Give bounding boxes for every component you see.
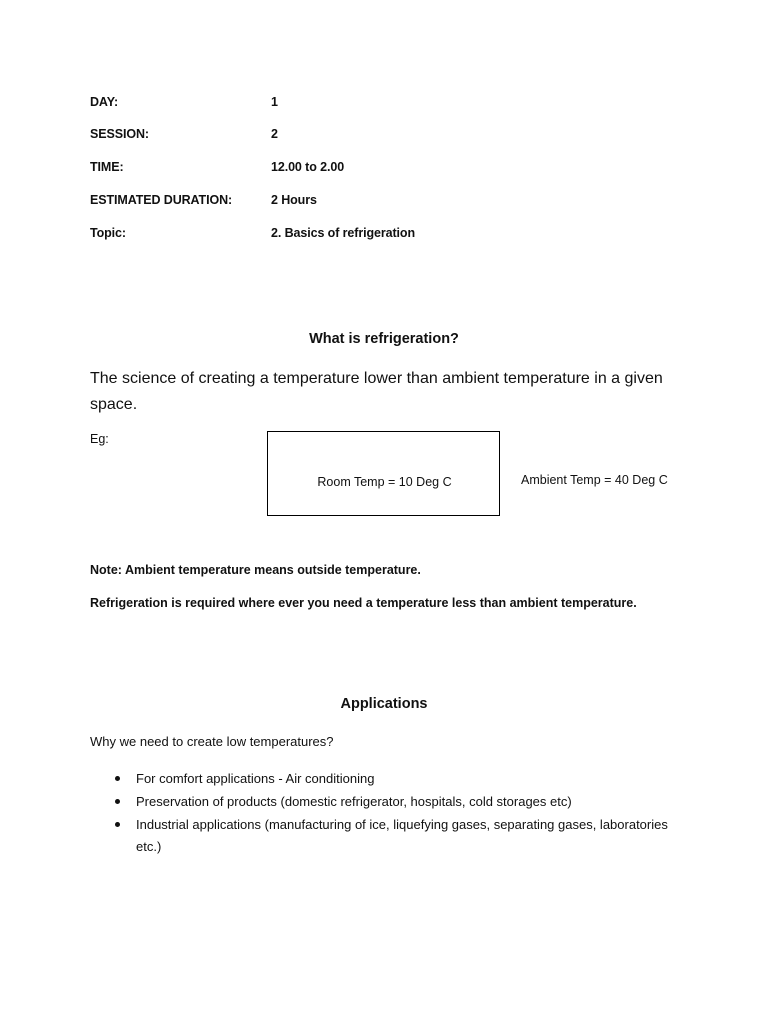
list-item-text: For comfort applications - Air conditioning: [136, 771, 375, 786]
list-item: [112, 791, 672, 813]
bullet-dot-icon: [115, 799, 120, 804]
list-item-text: Industrial applications (manufacturing of ice, liquefying gases, separating gases, laboratories etc.): [136, 817, 668, 854]
topic-label: Topic:: [90, 226, 126, 240]
day-value: 1: [271, 95, 278, 109]
refrigeration-definition: The science of creating a temperature lower than ambient temperature in a given space.: [90, 370, 663, 413]
time-label: TIME:: [90, 160, 124, 174]
example-label: Eg:: [90, 432, 109, 446]
list-item-text: Preservation of products (domestic refrigerator, hospitals, cold storages etc): [136, 794, 572, 809]
refrigeration-heading: What is refrigeration?: [309, 331, 459, 347]
room-temp-label: Room Temp = 10 Deg C: [317, 475, 452, 489]
list-item: [112, 768, 672, 790]
room-diagram-box: [267, 431, 500, 516]
duration-value: 2 Hours: [271, 193, 317, 207]
applications-question: Why we need to create low temperatures?: [90, 734, 334, 749]
ambient-note: Note: Ambient temperature means outside temperature.: [90, 563, 421, 577]
refrigeration-requirement: Refrigeration is required where ever you need a temperature less than ambient temperature.: [90, 596, 637, 610]
time-value: 12.00 to 2.00: [271, 160, 345, 174]
bullet-dot-icon: [115, 776, 120, 781]
topic-value: 2. Basics of refrigeration: [271, 226, 415, 240]
day-label: DAY:: [90, 95, 119, 109]
applications-heading: Applications: [340, 696, 428, 712]
session-value: 2: [271, 127, 278, 141]
duration-label: ESTIMATED DURATION:: [90, 193, 233, 207]
bullet-dot-icon: [115, 822, 120, 827]
ambient-temp-label: Ambient Temp = 40 Deg C: [521, 473, 668, 487]
list-item: [112, 814, 672, 858]
applications-list: [112, 768, 672, 859]
session-label: SESSION:: [90, 127, 149, 141]
